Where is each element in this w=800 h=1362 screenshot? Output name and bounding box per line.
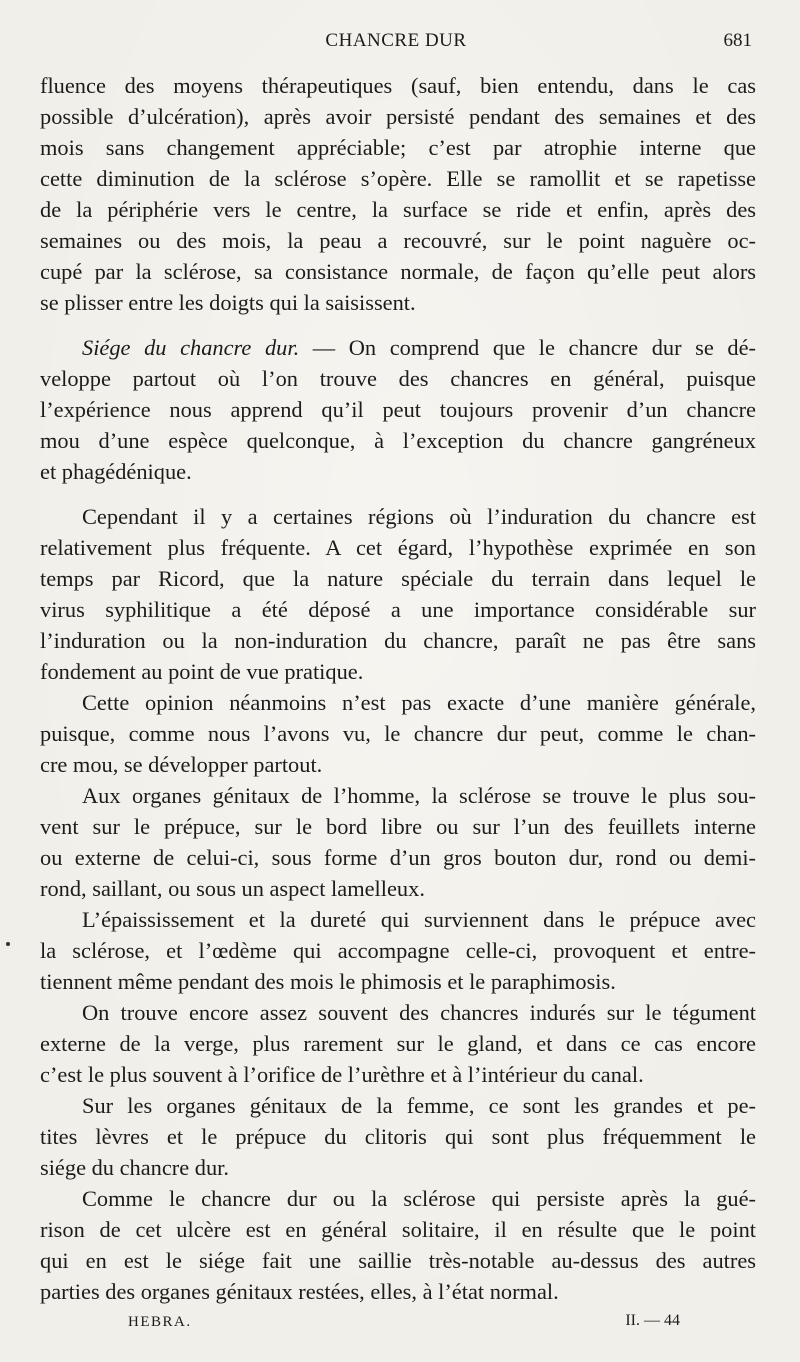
- page-header: [40, 30, 752, 60]
- text-line: rison de cet ulcère est en général solitaire, il en résulte que le point: [40, 1217, 756, 1242]
- text-line: ou externe de celui-ci, sous forme d’un gros bouton dur, rond ou demi-: [40, 845, 756, 870]
- text-line: cette diminution de la sclérose s’opère. Elle se ramollit et se rapetisse: [40, 166, 756, 191]
- text-line: Cette opinion néanmoins n’est pas exacte d’une manière générale,: [82, 690, 756, 715]
- footer-signature: HEBRA.: [128, 1314, 192, 1330]
- text-run: — On comprend que le chancre dur se dé-: [299, 335, 756, 360]
- text-line: se plisser entre les doigts qui la saisissent.: [40, 290, 416, 315]
- paragraph: [40, 904, 756, 997]
- text-line: mou d’une espèce quelconque, à l’exception du chancre gangréneux: [40, 428, 756, 453]
- text-line: veloppe partout où l’on trouve des chancres en général, puisque: [40, 366, 756, 391]
- text-line: de la périphérie vers le centre, la surface se ride et enfin, après des: [40, 197, 756, 222]
- paragraph: [40, 1090, 756, 1183]
- text-line: tites lèvres et le prépuce du clitoris qui sont plus fréquemment le: [40, 1124, 756, 1149]
- paragraph: [40, 1183, 756, 1307]
- text-line: l’expérience nous apprend qu’il peut toujours provenir d’un chancre: [40, 397, 756, 422]
- paragraph: [40, 780, 756, 904]
- text-line: L’épaississement et la dureté qui surviennent dans le prépuce avec: [82, 907, 756, 932]
- text-line: externe de la verge, plus rarement sur le gland, et dans ce cas encore: [40, 1031, 756, 1056]
- text-line: et phagédénique.: [40, 459, 192, 484]
- text-line: la sclérose, et l’œdème qui accompagne celle-ci, provoquent et entre-: [40, 938, 756, 963]
- text-line: [40, 332, 756, 363]
- print-speck: [6, 942, 10, 946]
- text-line: On trouve encore assez souvent des chancres indurés sur le tégument: [82, 1000, 756, 1025]
- paragraph: [40, 997, 756, 1090]
- text-line: mois sans changement appréciable; c’est par atrophie interne que: [40, 135, 756, 160]
- body-text: [40, 70, 756, 1307]
- text-line: parties des organes génitaux restées, elles, à l’état normal.: [40, 1279, 559, 1304]
- paragraph: [40, 687, 756, 780]
- section-heading: Siége du chancre dur.: [82, 335, 300, 360]
- running-title: CHANCRE DUR: [325, 30, 467, 51]
- footer-sheet-mark: II. — 44: [625, 1312, 680, 1329]
- text-line: siége du chancre dur.: [40, 1155, 229, 1180]
- text-line: Cependant il y a certaines régions où l’induration du chancre est: [82, 504, 756, 529]
- paragraph-siege: [40, 332, 756, 487]
- page-footer: [40, 1308, 752, 1338]
- text-line: l’induration ou la non-induration du chancre, paraît ne pas être sans: [40, 628, 756, 653]
- text-line: temps par Ricord, que la nature spéciale du terrain dans lequel le: [40, 566, 756, 591]
- text-line: semaines ou des mois, la peau a recouvré, sur le point naguère oc-: [40, 228, 756, 253]
- text-line: qui en est le siége fait une saillie très-notable au-dessus des autres: [40, 1248, 756, 1273]
- text-line: tiennent même pendant des mois le phimosis et le paraphimosis.: [40, 969, 616, 994]
- text-line: Sur les organes génitaux de la femme, ce sont les grandes et pe-: [82, 1093, 756, 1118]
- text-line: virus syphilitique a été déposé a une importance considérable sur: [40, 597, 756, 622]
- paragraph: [40, 501, 756, 687]
- text-line: cupé par la sclérose, sa consistance normale, de façon qu’elle peut alors: [40, 259, 756, 284]
- text-line: cre mou, se développer partout.: [40, 752, 323, 777]
- text-line: Aux organes génitaux de l’homme, la sclérose se trouve le plus sou-: [82, 783, 756, 808]
- text-line: fondement au point de vue pratique.: [40, 659, 364, 684]
- paragraph: [40, 70, 756, 318]
- text-line: puisque, comme nous l’avons vu, le chancre dur peut, comme le chan-: [40, 721, 756, 746]
- page-number: 681: [723, 30, 752, 51]
- text-line: rond, saillant, ou sous un aspect lamelleux.: [40, 876, 425, 901]
- text-line: fluence des moyens thérapeutiques (sauf, bien entendu, dans le cas: [40, 73, 756, 98]
- text-line: vent sur le prépuce, sur le bord libre ou sur l’un des feuillets interne: [40, 814, 756, 839]
- text-line: possible d’ulcération), après avoir persisté pendant des semaines et des: [40, 104, 756, 129]
- text-line: relativement plus fréquente. A cet égard, l’hypothèse exprimée en son: [40, 535, 756, 560]
- text-line: Comme le chancre dur ou la sclérose qui persiste après la gué-: [82, 1186, 756, 1211]
- text-line: c’est le plus souvent à l’orifice de l’urèthre et à l’intérieur du canal.: [40, 1062, 644, 1087]
